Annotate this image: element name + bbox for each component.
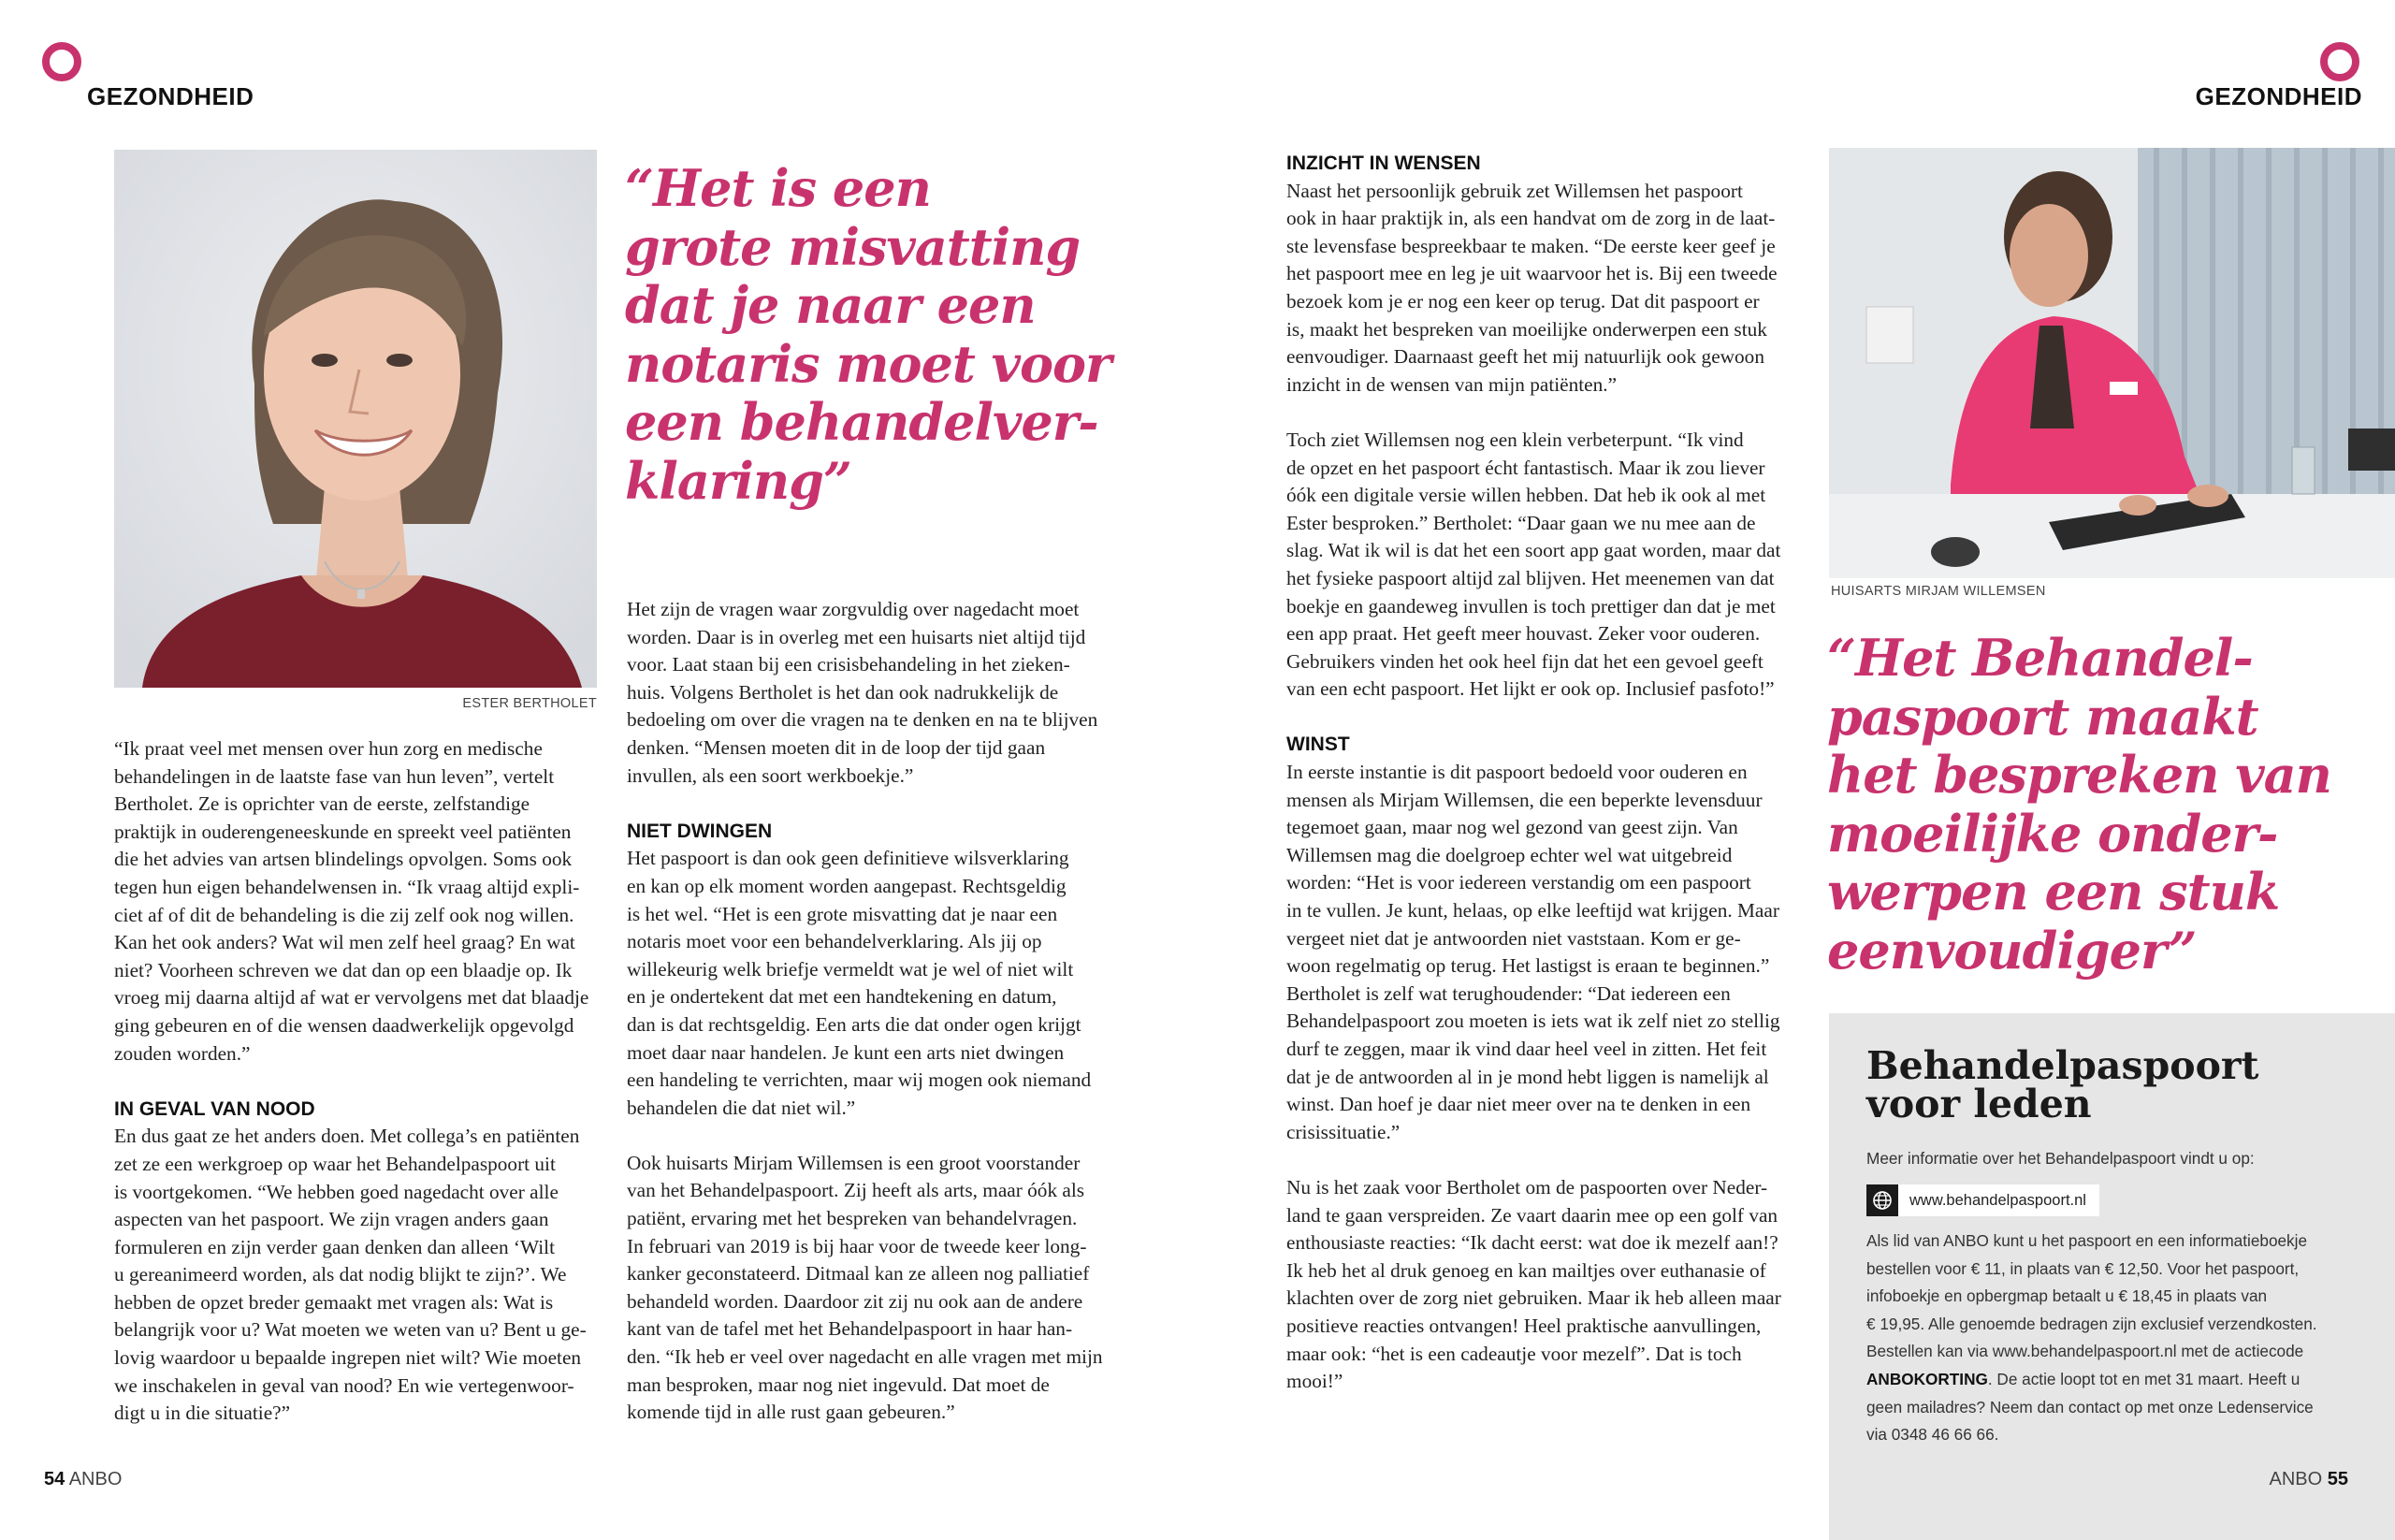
photo-caption: HUISARTS MIRJAM WILLEMSEN <box>1831 584 2046 599</box>
paragraph: “Ik praat veel met mensen over hun zorg en medische behandelingen in de laatste fase van hun leven”, vertelt Bertholet. Ze is oprichter van de eerste, zelfstandige praktijk in ouderengeneeskunde en spreekt veel patiënten die het advies van artsen blindelings opvolgen. Soms ook tegen hun eigen behandelwensen in. “Ik vraag altijd expli- ciet af of dit de behandeling is die zij zelf ook nog willen. Kan het ook anders? Wat wil men zelf heel graag? En wat niet? Voorheen schreven we dat dan op een blaadje op. Ik vroeg mij daarna altijd af wat er vervolgens met dat blaadje ging gebeuren en of die wensen daadwerkelijk opgevolgd zouden worden.” <box>114 737 589 1065</box>
page-number: 55 <box>2327 1469 2348 1489</box>
photo-ester-bertholet <box>114 150 597 688</box>
portrait-illustration <box>114 150 597 688</box>
url-link[interactable] <box>1866 1184 2099 1216</box>
pull-quote: “Het Behandel- paspoort maakt het bespreken van moeilijke onder- werpen een stuk eenvoudiger” <box>1827 628 2331 981</box>
info-box-intro: Meer informatie over het Behandelpaspoort vindt u op: <box>1866 1149 2255 1168</box>
paragraph: Nu is het zaak voor Bertholet om de paspoorten over Neder- land te gaan verspreiden. Ze vaart daarin mee op een golf van enthousiaste reacties: “Ik dacht eerst: wat doe ik mezelf aan!? Ik heb het al druk genoeg en kan mailtjes over euthanasie of klachten over de zorg niet gebruiken. Maar ik heb alleen maar positieve reacties ontvangen! Heel praktische aanvullingen, maar ook: “het is een cadeautje voor mezelf”. Dat is toch mooi!” <box>1286 1175 1781 1393</box>
action-code: ANBOKORTING <box>1866 1369 1988 1388</box>
globe-icon <box>1866 1184 1898 1216</box>
pull-quote: “Het is een grote misvatting dat je naar een notaris moet voor een behandelver- klaring” <box>625 158 1111 511</box>
paragraph: In eerste instantie is dit paspoort bedoeld voor ouderen en mensen als Mirjam Willemsen, die een beperkte levensduur tegemoet gaan, maar nog wel gezond van geest zijn. Van Willemsen mag die doelgroep echter wel wat uitgebreid worden: “Het is voor iedereen verstandig om een paspoort in te vullen. Je kunt, helaas, op elke leeftijd wat krijgen. Maar vergeet niet dat je antwoorden niet vaststaan. Kom er ge- woon regelmatig op terug. Het lastigst is eraan te beginnen.” Bertholet is zelf wat terughoudender: “Dat iedereen een Behandelpaspoort zou moeten is iets wat ik zelf niet zo stellig durf te zeggen, maar ik vind daar heel veel in zitten. Het feit dat je de antwoorden al in je mond hebt liggen is namelijk al winst. Dan hoef je daar niet meer over na te denken in een crisissituatie.” <box>1286 761 1780 1143</box>
page-folio <box>2270 1469 2349 1490</box>
photo-caption: ESTER BERTHOLET <box>462 696 597 711</box>
section-marker-ring-icon <box>42 42 81 81</box>
article-column-1 <box>114 735 601 1428</box>
paragraph: Toch ziet Willemsen nog een klein verbeterpunt. “Ik vind de opzet en het paspoort écht fantastisch. Maar ik zou liever óók een digitale versie willen hebben. Dat heb ik ook al met Ester besproken.” Bertholet: “Daar gaan we nu mee aan de slag. Wat ik wil is dat het een soort app gaat worden, maar dat het fysieke paspoort altijd zal blijven. Het meenemen van dat boekje en gaandeweg invullen is toch prettiger dan dat je met een app praat. Het geeft meer houvast. Zeker voor ouderen. Gebruikers vinden het ook heel fijn dat het een gevoel geeft van een echt paspoort. Het lijkt er ook op. Inclusief pasfoto!” <box>1286 428 1781 701</box>
subheading: NIET DWINGEN <box>627 820 773 842</box>
info-box-text-end: . De actie loopt tot en met 31 maart. Heeft u geen mailadres? Neem dan contact op met onze Ledenservice via 0348 46 66 66. <box>1866 1369 2314 1445</box>
office-illustration <box>1829 148 2395 578</box>
section-tag: GEZONDHEID <box>2195 82 2362 110</box>
info-box <box>1829 1013 2395 1540</box>
magazine-name: ANBO <box>68 1469 123 1489</box>
section-tag: GEZONDHEID <box>87 82 254 110</box>
paragraph: Ook huisarts Mirjam Willemsen is een groot voorstander van het Behandelpaspoort. Zij heeft als arts, maar óók als patiënt, ervaring met het bespreken van behandelvragen. In februari van 2019 is bij haar voor de tweede keer long- kanker geconstateerd. Ditmaal kan ze alleen nog palliatief behandeld worden. Daardoor zit zij nu ook aan de andere kant van de tafel met het Behandelpaspoort in haar han- den. “Ik heb er veel over nagedacht en alle vragen met mijn man besproken, maar nog niet ingevuld. Dat moet de komende tijd in alle rust gaan gebeuren.” <box>627 1151 1103 1424</box>
paragraph: En dus gaat ze het anders doen. Met collega’s en patiënten zet ze een werkgroep op waar het Behandelpaspoort uit is voortgekomen. “We hebben goed nagedacht over alle aspecten van het paspoort. We zijn vragen anders gaan formuleren en zijn verder gaan denken dan alleen ‘Wilt u gereanimeerd worden, als dat nodig blijkt te zijn?’. We hebben de opzet breder gemaakt met vragen als: Wat is belangrijk voor u? Wat moeten we weten van u? Bent u ge- lovig waardoor u bepaalde ingrepen niet wilt? Wie moeten we inschakelen in geval van nood? En wie vertegenwoor- digt u in die situatie?” <box>114 1125 587 1425</box>
info-box-text: Als lid van ANBO kunt u het paspoort en een informatieboekje bestellen voor € 11, in plaats van € 12,50. Voor het paspoort, infoboekje en opbergmap betaalt u € 18,45 in plaats van € 19,95. Alle genoemde bedragen zijn exclusief verzendkosten. Bestellen kan via www.behandelpaspoort.nl met de actiecode <box>1866 1231 2317 1361</box>
section-marker-ring-icon <box>2320 42 2359 81</box>
subheading: WINST <box>1286 734 1350 756</box>
paragraph: Naast het persoonlijk gebruik zet Willemsen het paspoort ook in haar praktijk in, als een handvat om de zorg in de laat- ste levensfase bespreekbaar te maken. “De eerste keer geef je het paspoort mee en leg je uit waarvoor het is. Bij een tweede bezoek kom je er nog een keer op terug. Dat dit paspoort er is, maakt het bespreken van moeilijke onderwerpen een stuk eenvoudiger. Daarnaast geeft het mij natuurlijk ook gewoon inzicht in de wensen van mijn patiënten.” <box>1286 179 1778 396</box>
article-column-3 <box>1286 150 1801 1396</box>
page-folio <box>44 1469 122 1490</box>
right-page <box>1198 0 2395 1540</box>
info-box-body <box>1866 1228 2376 1449</box>
page-number: 54 <box>44 1469 65 1489</box>
url-text: www.behandelpaspoort.nl <box>1909 1191 2086 1209</box>
info-box-title: Behandelpaspoort voor leden <box>1866 1043 2259 1126</box>
paragraph: Het zijn de vragen waar zorgvuldig over nagedacht moet worden. Daar is in overleg met een huisarts niet altijd tijd voor. Laat staan bij een crisisbehandeling in het zieken- huis. Volgens Bertholet is het dan ook nadrukkelijk de bedoeling om over die vragen na te denken en na te blijven denken. “Mensen moeten dit in de loop der tijd gaan invullen, als een soort werkboekje.” <box>627 598 1098 787</box>
paragraph: Het paspoort is dan ook geen definitieve wilsverklaring en kan op elk moment worden aangepast. Rechtsgeldig is het wel. “Het is een grote misvatting dat je naar een notaris moet voor een behandelverklaring. Als jij op willekeurig welk briefje vermeldt wat je wel of niet wilt en je ondertekent dat met een handtekening en datum, dan is dat rechtsgeldig. Een arts die dat onder ogen krijgt moet daar naar handelen. Je kunt een arts niet dwingen een handeling te verrichten, maar wij mogen ook niemand behandelen die dat niet wil.” <box>627 847 1092 1119</box>
subheading: INZICHT IN WENSEN <box>1286 153 1481 174</box>
photo-mirjam-willemsen <box>1829 148 2395 578</box>
magazine-name: ANBO <box>2269 1469 2323 1489</box>
article-column-2 <box>627 596 1132 1427</box>
subheading: IN GEVAL VAN NOOD <box>114 1097 315 1120</box>
